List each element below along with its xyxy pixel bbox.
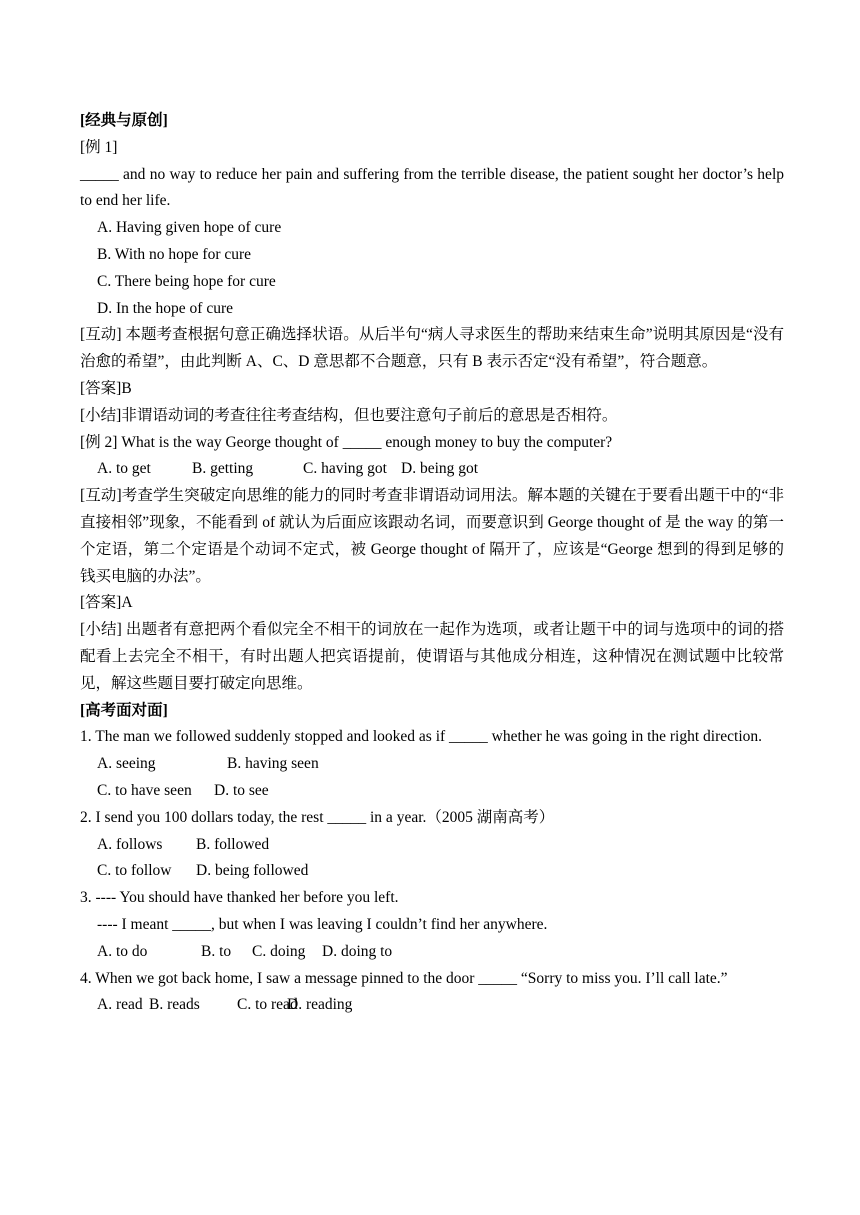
question-3-options: [80, 939, 784, 966]
section-title-exam: [高考面对面]: [80, 701, 168, 719]
question-4-option-b: B. reads: [149, 996, 200, 1014]
example-1-question: _____ and no way to reduce her pain and suffering from the terrible disease, the patient sought her doctor’s help to end her life.: [80, 165, 784, 210]
section-title-classic: [经典与原创]: [80, 112, 168, 129]
example-2-interaction: [互动]考查学生突破定向思维的能力的同时考查非谓语动词用法。解本题的关键在于要看出题干中的“非直接相邻”现象，不能看到 of 就认为后面应该跟动名词，而要意识到 George thought of 是 the way 的第一个定语，第二个定语是个动词不定式，被 George thought of 隔开了，应该是“George 想到的得到足够的钱买电脑的办法”。: [80, 487, 784, 585]
question-3-option-b: B. to: [201, 942, 232, 960]
example-2-option-d: D. being got: [401, 460, 479, 478]
question-2-option-c: C. to follow: [97, 862, 172, 880]
question-2-text: 2. I send you 100 dollars today, the rest _____ in a year.（2005 湖南高考）: [80, 808, 555, 826]
example-2-options: [80, 456, 784, 483]
question-4-option-c: C. to read: [237, 996, 298, 1014]
example-2-answer: [答案]A: [80, 594, 133, 612]
example-1-interaction: [互动] 本题考查根据句意正确选择状语。从后半句“病人寻求医生的帮助来结束生命”说明其原因是“没有治愈的希望”，由此判断 A、C、D 意思都不合题意，只有 B 表示否定“没有希望”，符合题意。: [80, 326, 784, 371]
question-1-option-b: B. having seen: [227, 755, 319, 773]
question-1-option-c: C. to have seen: [97, 781, 192, 799]
question-3-option-c: C. doing: [252, 942, 306, 960]
question-2-option-b: B. followed: [196, 835, 270, 853]
example-1-option-a: A. Having given hope of cure: [97, 219, 282, 237]
question-4-option-d: D. reading: [287, 996, 353, 1014]
example-2-option-a: A. to get: [97, 460, 151, 478]
example-1-summary: [小结]非谓语动词的考查往往考查结构，但也要注意句子前后的意思是否相符。: [80, 406, 618, 424]
question-3-option-a: A. to do: [97, 942, 148, 960]
question-1-options-row1: [80, 751, 784, 778]
question-4-option-a: A. read: [97, 996, 143, 1014]
example-2-summary: [小结] 出题者有意把两个看似完全不相干的词放在一起作为选项，或者让题干中的词与选项中的词的搭配看上去完全不相干，有时出题人把宾语提前，使谓语与其他成分相连，这种情况在测试题中比较常见，解这些题目要打破定向思维。: [80, 621, 784, 692]
example-1-option-b: B. With no hope for cure: [97, 245, 252, 263]
question-4-text: 4. When we got back home, I saw a message pinned to the door _____ “Sorry to miss you. I’ll call late.”: [80, 969, 728, 987]
question-2-options-row2: [80, 858, 784, 885]
question-3-line-2: ---- I meant _____, but when I was leaving I couldn’t find her anywhere.: [97, 915, 548, 933]
example-1-option-c: C. There being hope for cure: [97, 272, 276, 290]
question-1-option-a: A. seeing: [97, 755, 156, 773]
question-2-option-a: A. follows: [97, 835, 163, 853]
document-page: [80, 108, 784, 1019]
example-2-option-c: C. having got: [303, 460, 387, 478]
example-1-label: [例 1]: [80, 138, 118, 156]
question-3-option-d: D. doing to: [322, 942, 393, 960]
question-2-options-row1: [80, 832, 784, 859]
example-2-option-b: B. getting: [192, 460, 254, 478]
question-1-option-d: D. to see: [214, 781, 269, 799]
question-1-text: 1. The man we followed suddenly stopped and looked as if _____ whether he was going in the right direction.: [80, 728, 762, 746]
example-1-answer: [答案]B: [80, 379, 132, 397]
example-2-question: [例 2] What is the way George thought of _____ enough money to buy the computer?: [80, 433, 613, 451]
question-3-line-1: 3. ---- You should have thanked her before you left.: [80, 889, 399, 907]
question-1-options-row2: [80, 778, 784, 805]
question-2-option-d: D. being followed: [196, 862, 309, 880]
question-4-options: [80, 992, 784, 1019]
example-1-option-d: D. In the hope of cure: [97, 299, 234, 317]
